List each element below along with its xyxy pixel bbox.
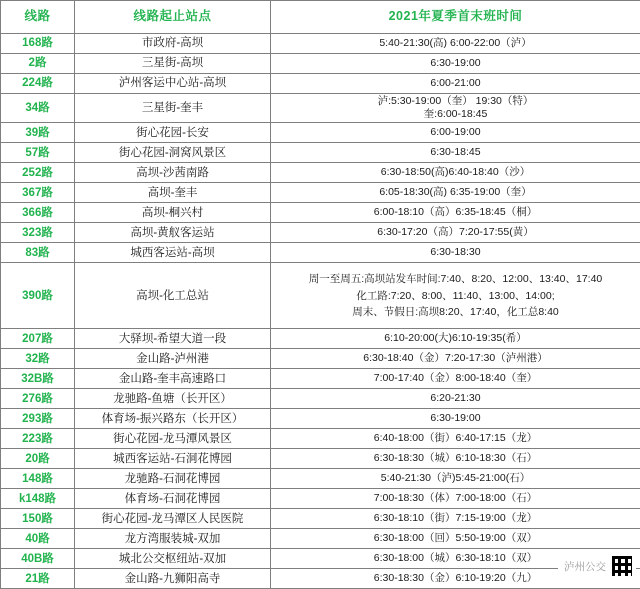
- route-times: [271, 449, 640, 469]
- route-time-line: 6:30-18:10（街）7:15-19:00（龙）: [273, 512, 638, 525]
- route-number: 20路: [1, 449, 75, 469]
- route-number: 224路: [1, 74, 75, 94]
- route-time-line: 化工路:7:20、8:00、11:40、13:00、14:00;: [273, 288, 638, 304]
- route-stations: 城北公交枢纽站-双加: [75, 549, 271, 569]
- route-stations: 城西客运站-高坝: [75, 243, 271, 263]
- route-number: 34路: [1, 94, 75, 123]
- table-row: [1, 389, 640, 409]
- route-time-line: 6:20-21:30: [273, 392, 638, 405]
- route-number: 40B路: [1, 549, 75, 569]
- table-row: [1, 243, 640, 263]
- route-number: 150路: [1, 509, 75, 529]
- route-time-line: 6:30-18:30（城）6:10-18:30（石）: [273, 452, 638, 465]
- table-row: [1, 123, 640, 143]
- route-stations: 金山路-九狮阳高寺: [75, 569, 271, 589]
- route-number: 252路: [1, 163, 75, 183]
- qr-code-icon: [611, 555, 633, 577]
- route-times: [271, 389, 640, 409]
- route-number: 367路: [1, 183, 75, 203]
- account-footer: [558, 553, 636, 579]
- table-row: [1, 34, 640, 54]
- table-row: [1, 54, 640, 74]
- table-row: [1, 263, 640, 329]
- table-row: [1, 223, 640, 243]
- route-stations: 三星街-高坝: [75, 54, 271, 74]
- route-stations: 街心花园-长安: [75, 123, 271, 143]
- route-time-line: 6:00-19:00: [273, 126, 638, 139]
- route-time-line: 6:00-18:10（高）6:35-18:45（桐）: [273, 206, 638, 219]
- route-time-line: 6:30-19:00: [273, 412, 638, 425]
- route-times: [271, 34, 640, 54]
- table-row: [1, 489, 640, 509]
- account-name: 泸州公交: [564, 559, 606, 574]
- table-row: [1, 203, 640, 223]
- column-header-stations: 线路起止站点: [75, 1, 271, 34]
- route-times: [271, 223, 640, 243]
- route-number: 2路: [1, 54, 75, 74]
- route-number: 32路: [1, 349, 75, 369]
- route-number: 390路: [1, 263, 75, 329]
- table-header: [1, 1, 640, 34]
- route-time-line: 6:30-18:40（金）7:20-17:30（泸州港）: [273, 352, 638, 365]
- route-number: 21路: [1, 569, 75, 589]
- route-stations: 体育场-振兴路东（长开区）: [75, 409, 271, 429]
- route-times: [271, 243, 640, 263]
- route-times: [271, 489, 640, 509]
- route-time-line: 周末、节假日:高坝8:20、17:40，化工总8:40: [273, 304, 638, 320]
- table-row: [1, 143, 640, 163]
- route-times: [271, 123, 640, 143]
- route-times: [271, 263, 640, 329]
- route-time-line: 5:40-21:30（泸)5:45-21:00(石）: [273, 472, 638, 485]
- route-times: [271, 529, 640, 549]
- table-body: [1, 34, 640, 589]
- table-row: [1, 329, 640, 349]
- route-times: [271, 94, 640, 123]
- route-time-line: 6:30-18:50(高)6:40-18:40（沙）: [273, 166, 638, 179]
- route-times: [271, 509, 640, 529]
- route-number: 207路: [1, 329, 75, 349]
- route-stations: 城西客运站-石洞花博园: [75, 449, 271, 469]
- route-stations: 高坝-沙茜南路: [75, 163, 271, 183]
- route-number: 39路: [1, 123, 75, 143]
- route-number: 148路: [1, 469, 75, 489]
- route-stations: 高坝-化工总站: [75, 263, 271, 329]
- route-time-line: 奎:6:00-18:45: [273, 108, 638, 121]
- route-time-line: 6:10-20:00(大)6:10-19:35(希）: [273, 332, 638, 345]
- route-number: 323路: [1, 223, 75, 243]
- route-stations: 金山路-奎丰高速路口: [75, 369, 271, 389]
- route-times: [271, 349, 640, 369]
- route-number: 40路: [1, 529, 75, 549]
- table-row: [1, 74, 640, 94]
- table-row: [1, 529, 640, 549]
- route-stations: 龙方湾服装城-双加: [75, 529, 271, 549]
- route-stations: 金山路-泸州港: [75, 349, 271, 369]
- route-time-line: 6:30-18:00（城）6:30-18:10（双）: [273, 552, 638, 565]
- table-row: [1, 183, 640, 203]
- route-stations: 高坝-黄舣客运站: [75, 223, 271, 243]
- route-time-line: 6:30-18:45: [273, 146, 638, 159]
- route-number: 293路: [1, 409, 75, 429]
- route-times: [271, 54, 640, 74]
- route-stations: 高坝-奎丰: [75, 183, 271, 203]
- table-row: [1, 429, 640, 449]
- route-number: 276路: [1, 389, 75, 409]
- route-times: [271, 469, 640, 489]
- route-stations: 街心花园-洞窝风景区: [75, 143, 271, 163]
- route-times: [271, 143, 640, 163]
- route-time-line: 6:00-21:00: [273, 77, 638, 90]
- route-time-line: 6:30-18:30（金）6:10-19:20（九）: [273, 572, 638, 585]
- route-stations: 市政府-高坝: [75, 34, 271, 54]
- route-time-line: 6:30-18:00（回）5:50-19:00（双）: [273, 532, 638, 545]
- route-times: [271, 429, 640, 449]
- route-number: 223路: [1, 429, 75, 449]
- route-stations: 三星街-奎丰: [75, 94, 271, 123]
- route-number: 168路: [1, 34, 75, 54]
- table-row: [1, 549, 640, 569]
- route-stations: 高坝-桐兴村: [75, 203, 271, 223]
- table-row: [1, 163, 640, 183]
- route-number: 366路: [1, 203, 75, 223]
- table-row: [1, 469, 640, 489]
- route-times: [271, 203, 640, 223]
- table-row: [1, 94, 640, 123]
- route-time-line: 6:30-17:20（高）7:20-17:55(黄）: [273, 226, 638, 239]
- route-time-line: 6:30-19:00: [273, 57, 638, 70]
- route-time-line: 7:00-17:40（金）8:00-18:40（奎）: [273, 372, 638, 385]
- route-times: [271, 163, 640, 183]
- route-stations: 龙驰路-鱼塘（长开区）: [75, 389, 271, 409]
- table-row: [1, 569, 640, 589]
- route-time-line: 5:40-21:30(高) 6:00-22:00（泸）: [273, 37, 638, 50]
- route-times: [271, 409, 640, 429]
- table-row: [1, 349, 640, 369]
- route-time-line: 周一至周五:高坝站发车时间:7:40、8:20、12:00、13:40、17:40: [273, 271, 638, 287]
- route-stations: 街心花园-龙马潭风景区: [75, 429, 271, 449]
- table-row: [1, 449, 640, 469]
- table-row: [1, 409, 640, 429]
- route-number: 57路: [1, 143, 75, 163]
- route-number: 32B路: [1, 369, 75, 389]
- route-time-line: 6:40-18:00（街）6:40-17:15（龙）: [273, 432, 638, 445]
- route-times: [271, 329, 640, 349]
- table-row: [1, 369, 640, 389]
- column-header-times: 2021年夏季首末班时间: [271, 1, 640, 34]
- route-time-line: 7:00-18:30（体）7:00-18:00（石）: [273, 492, 638, 505]
- route-stations: 泸州客运中心站-高坝: [75, 74, 271, 94]
- route-time-line: 泸:5:30-19:00（奎） 19:30（特）: [273, 95, 638, 108]
- route-stations: 大驿坝-希望大道一段: [75, 329, 271, 349]
- route-stations: 体育场-石洞花博园: [75, 489, 271, 509]
- route-stations: 街心花园-龙马潭区人民医院: [75, 509, 271, 529]
- column-header-route: 线路: [1, 1, 75, 34]
- route-times: [271, 369, 640, 389]
- table-row: [1, 509, 640, 529]
- route-times: [271, 183, 640, 203]
- route-stations: 龙驰路-石洞花博园: [75, 469, 271, 489]
- route-times: [271, 74, 640, 94]
- route-number: 83路: [1, 243, 75, 263]
- route-time-line: 6:30-18:30: [273, 246, 638, 259]
- route-number: k148路: [1, 489, 75, 509]
- route-time-line: 6:05-18:30(高) 6:35-19:00（奎）: [273, 186, 638, 199]
